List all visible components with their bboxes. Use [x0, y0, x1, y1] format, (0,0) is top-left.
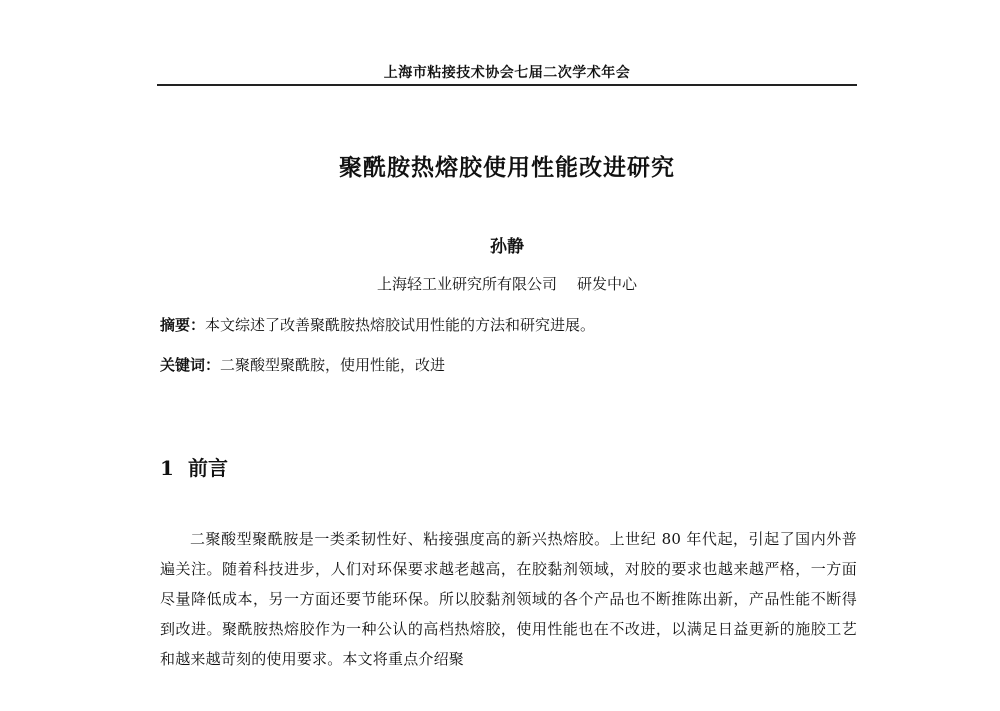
section-title: 前言: [188, 456, 228, 480]
abstract-label: 摘要：: [160, 316, 206, 334]
header-rule: [157, 84, 857, 86]
section-heading: [160, 452, 228, 481]
keywords: [160, 354, 860, 375]
body-paragraph: 二聚酸型聚酰胺是一类柔韧性好、粘接强度高的新兴热熔胶。上世纪 80 年代起，引起了国内外普遍关注。随着科技进步，人们对环保要求越老越高，在胶黏剂领域，对胶的要求也越来越严格，一方面尽量降低成本，另一方面还要节能环保。所以胶黏剂领域的各个产品也不断推陈出新，产品性能不断得到改进。聚酰胺热熔胶作为一种公认的高档热熔胶，使用性能也在不改进，以满足日益更新的施胶工艺和越来越苛刻的使用要求。本文将重点介绍聚: [160, 530, 857, 668]
keywords-text: 二聚酸型聚酰胺，使用性能，改进: [220, 356, 446, 374]
paper-title: 聚酰胺热熔胶使用性能改进研究: [339, 155, 675, 181]
keywords-label: 关键词：: [160, 356, 221, 374]
abstract: [160, 314, 860, 335]
affiliation-department: 研发中心: [577, 275, 638, 293]
running-header: 上海市粘接技术协会七届二次学术年会: [383, 65, 631, 81]
affiliation: [157, 273, 857, 294]
abstract-text: 本文综述了改善聚酰胺热熔胶试用性能的方法和研究进展。: [205, 316, 596, 334]
affiliation-organization: 上海轻工业研究所有限公司: [376, 275, 557, 293]
section-number: 1: [160, 456, 174, 480]
author-name: 孙静: [490, 237, 524, 257]
